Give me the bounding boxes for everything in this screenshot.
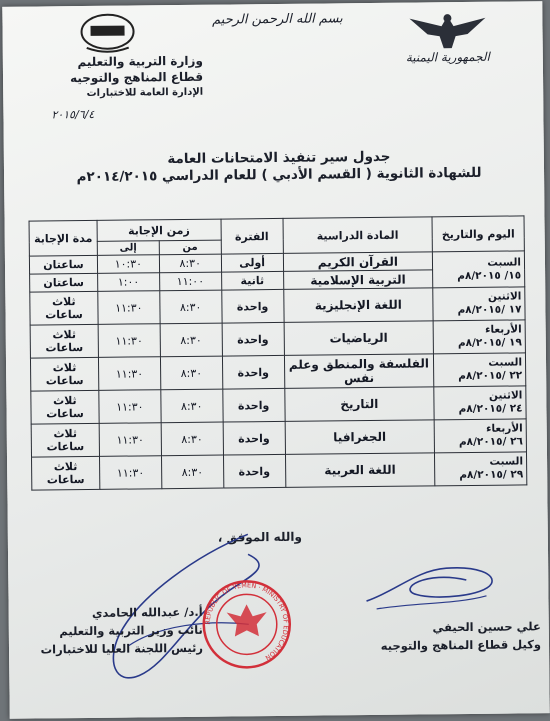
header-from: من — [159, 240, 221, 255]
day-date-cell — [434, 386, 526, 420]
duration-cell: ثلاث ساعات — [30, 324, 98, 358]
signature-right-icon — [356, 550, 507, 622]
exam-date: ٢٤ /٨/٢٠١٥م — [458, 402, 523, 416]
signatory-title: رئيس اللجنة العليا للاختبارات — [40, 640, 204, 657]
signature-block-left — [40, 603, 204, 659]
header-to: إلى — [97, 241, 159, 256]
exam-date: ٢٩ /٨/٢٠١٥م — [459, 468, 524, 482]
from-cell: ٨:٣٠ — [160, 323, 222, 357]
signatory-name: علي حسين الحيفي — [432, 619, 541, 635]
table-row — [30, 287, 525, 325]
day-date-cell — [434, 419, 526, 453]
signatory-name: أ.د/ عبدالله الحامدي — [91, 604, 203, 620]
ministry-line: وزارة التربية والتعليم — [77, 53, 203, 70]
header-day-date: اليوم والتاريخ — [432, 216, 524, 252]
from-cell: ١١:٠٠ — [159, 272, 221, 291]
ministry-stamp-icon — [200, 578, 293, 671]
signatory-title: وكيل قطاع المناهج والتوجيه — [380, 637, 542, 653]
table-header-row — [29, 216, 524, 242]
ministry-header — [33, 53, 203, 103]
to-cell: ١١:٣٠ — [98, 324, 160, 358]
day-name: السبت — [489, 455, 524, 468]
period-cell: واحدة — [221, 289, 283, 323]
subject-cell: الفلسفة والمنطق وعلم نفس — [284, 354, 434, 389]
header-duration: مدة الإجابة — [29, 220, 97, 256]
table-row — [31, 386, 526, 424]
period-cell: واحدة — [222, 388, 284, 422]
duration-cell: ثلاث ساعات — [31, 423, 99, 457]
to-cell: ١٠:٣٠ — [97, 255, 159, 274]
stamp-ring-text: REPUBLIC OF YEMEN · MINISTRY OF EDUCATION — [203, 581, 290, 662]
title-line: جدول سير تنفيذ الامتحانات العامة — [167, 148, 391, 168]
period-cell: واحدة — [222, 355, 284, 389]
day-name: الاثنين — [487, 290, 522, 303]
subject-cell: التاريخ — [284, 387, 434, 422]
table-row — [30, 320, 525, 358]
exam-date: ١٧ /٨/٢٠١٥م — [457, 303, 522, 317]
ministry-line: الإدارة العامة للاختبارات — [86, 86, 204, 99]
day-name: الأربعاء — [484, 323, 522, 336]
exam-schedule-table — [29, 215, 528, 490]
subject-cell: اللغة العربية — [285, 453, 435, 488]
from-cell: ٨:٣٠ — [159, 254, 221, 273]
exam-date: ٢٢ /٨/٢٠١٥م — [458, 369, 523, 383]
header-subject: المادة الدراسية — [283, 217, 433, 254]
from-cell: ٨:٣٠ — [160, 290, 222, 324]
day-date-cell — [433, 251, 525, 288]
subject-cell: التربية الإسلامية — [283, 270, 433, 290]
exam-date: ٢٦ /٨/٢٠١٥م — [458, 435, 523, 449]
day-date-cell — [435, 452, 527, 486]
signatory-title: نائب وزير التربية والتعليم — [59, 622, 203, 639]
from-cell: ٨:٣٠ — [161, 389, 223, 423]
from-cell: ٨:٣٠ — [161, 455, 223, 489]
subject-cell: اللغة الإنجليزية — [283, 288, 433, 323]
to-cell: ١١:٣٠ — [99, 456, 161, 490]
day-name: الاثنين — [488, 389, 523, 402]
duration-cell: ثلاث ساعات — [32, 456, 100, 490]
table-row — [31, 419, 526, 457]
exam-date: ١٩ /٨/٢٠١٥م — [457, 336, 522, 350]
header-period: الفترة — [221, 218, 283, 254]
duration-cell: ثلاث ساعات — [31, 390, 99, 424]
subject-cell: الرياضيات — [284, 321, 434, 356]
document-date: ٢٠١٥/٦/٤ — [51, 107, 95, 122]
duration-cell: ساعتان — [29, 255, 97, 274]
to-cell: ١١:٣٠ — [98, 291, 160, 325]
basmala: بسم الله الرحمن الرحيم — [212, 11, 343, 28]
period-cell: واحدة — [223, 454, 285, 488]
ministry-emblem-icon — [78, 11, 136, 56]
duration-cell: ثلاث ساعات — [30, 291, 98, 325]
republic-name: الجمهورية اليمنية — [405, 49, 490, 65]
closing-phrase: والله الموفق ، — [217, 529, 302, 545]
duration-cell: ساعتان — [30, 273, 98, 292]
to-cell: ١:٠٠ — [98, 273, 160, 292]
subject-cell: الجغرافيا — [285, 420, 435, 455]
period-cell: أولى — [221, 253, 283, 272]
to-cell: ١١:٣٠ — [98, 357, 160, 391]
period-cell: ثانية — [221, 271, 283, 290]
title-line: للشهادة الثانوية ( القسم الأدبي ) للعام الدراسي ٢٠١٤/٢٠١٥م — [76, 164, 482, 186]
day-date-cell — [433, 320, 525, 354]
duration-cell: ثلاث ساعات — [30, 357, 98, 391]
table-row — [30, 353, 525, 391]
document-title — [64, 148, 494, 187]
from-cell: ٨:٣٠ — [160, 356, 222, 390]
table-row — [32, 452, 527, 490]
document-page — [2, 1, 549, 719]
day-name: الأربعاء — [486, 422, 523, 435]
header-answer-time: زمن الإجابة — [97, 219, 221, 241]
signature-block-right — [380, 617, 542, 654]
eagle-emblem-icon — [407, 10, 487, 53]
ministry-line: قطاع المناهج والتوجيه — [69, 69, 204, 86]
period-cell: واحدة — [223, 421, 285, 455]
day-date-cell — [433, 287, 525, 321]
subject-cell: القرآن الكريم — [283, 252, 433, 272]
day-date-cell — [434, 353, 526, 387]
period-cell: واحدة — [222, 322, 284, 356]
day-name: السبت — [487, 255, 522, 269]
from-cell: ٨:٣٠ — [161, 422, 223, 456]
to-cell: ١١:٣٠ — [99, 390, 161, 424]
exam-date: ١٥/ ٨/٢٠١٥م — [457, 268, 522, 282]
day-name: السبت — [488, 356, 523, 369]
to-cell: ١١:٣٠ — [99, 423, 161, 457]
